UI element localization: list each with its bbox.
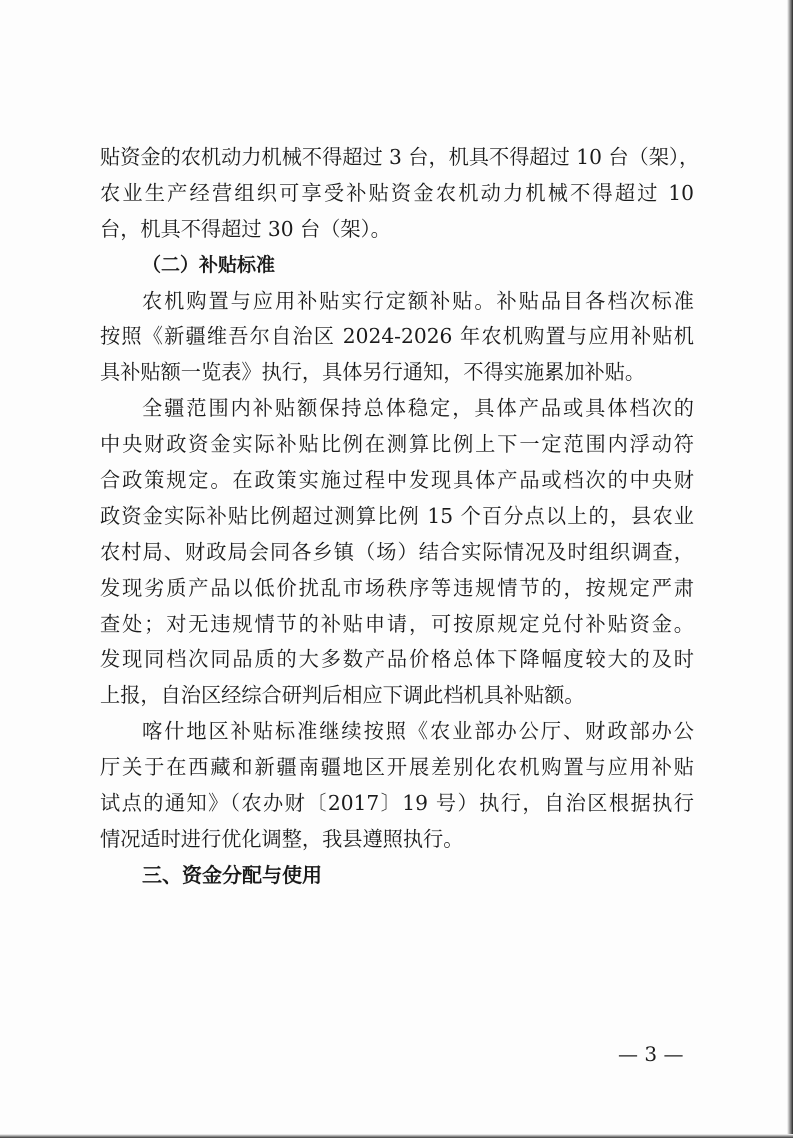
text-line: 政资金实际补贴比例超过测算比例 15 个百分点以上的，县农业 [100,503,694,528]
text-line: 试点的通知》（农办财〔2017〕19 号）执行，自治区根据执行 [100,791,694,816]
paragraph-kashgar-standard [100,714,694,858]
text-line: 农业生产经营组织可享受补贴资金农机动力机械不得超过 10 [100,180,694,205]
text-line: 喀什地区补贴标准继续按照《农业部办公厅、财政部办公 [142,719,694,744]
text-line: 农机购置与应用补贴实行定额补贴。补贴品目各档次标准 [142,288,694,313]
text-line: 台，机具不得超过 30 台（架）。 [100,216,391,241]
text-line: 情况适时进行优化调整，我县遵照执行。 [100,826,464,851]
paragraph-subsidy-stability [100,391,694,714]
section-intro [100,140,700,248]
text-line: 上报，自治区经综合研判后相应下调此档机具补贴额。 [100,683,585,708]
scan-edge-bottom [0,1134,793,1138]
text-line: 具补贴额一览表》执行，具体另行通知，不得实施累加补贴。 [100,360,646,385]
paragraph-fixed-subsidy [100,284,694,392]
subsection-heading-standard: （二）补贴标准 [142,253,276,276]
page-number: — 3 — [618,1042,684,1066]
text-line: 发现同档次同品质的大多数产品价格总体下降幅度较大的及时 [100,647,694,672]
text-line: 中央财政资金实际补贴比例在测算比例上下一定范围内浮动符 [100,432,694,457]
text-line: 按照《新疆维吾尔自治区 2024-2026 年农机购置与应用补贴机 [100,324,694,349]
text-line: 贴资金的农机动力机械不得超过 3 台，机具不得超过 10 台（架）， [100,145,700,169]
scan-edge-right [787,0,793,1138]
text-line: 农村局、财政局会同各乡镇（场）结合实际情况及时组织调查， [100,539,694,564]
text-line: 全疆范围内补贴额保持总体稳定，具体产品或具体档次的 [142,396,694,421]
text-line: 合政策规定。在政策实施过程中发现具体产品或档次的中央财 [100,468,694,493]
section-heading-fund-allocation: 三、资金分配与使用 [142,862,322,887]
text-line: 查处；对无违规情节的补贴申请，可按原规定兑付补贴资金。 [100,611,694,636]
text-line: 发现劣质产品以低价扰乱市场秩序等违规情节的，按规定严肃 [100,575,694,600]
document-body [100,140,700,894]
text-line: 厅关于在西藏和新疆南疆地区开展差别化农机购置与应用补贴 [100,755,694,780]
